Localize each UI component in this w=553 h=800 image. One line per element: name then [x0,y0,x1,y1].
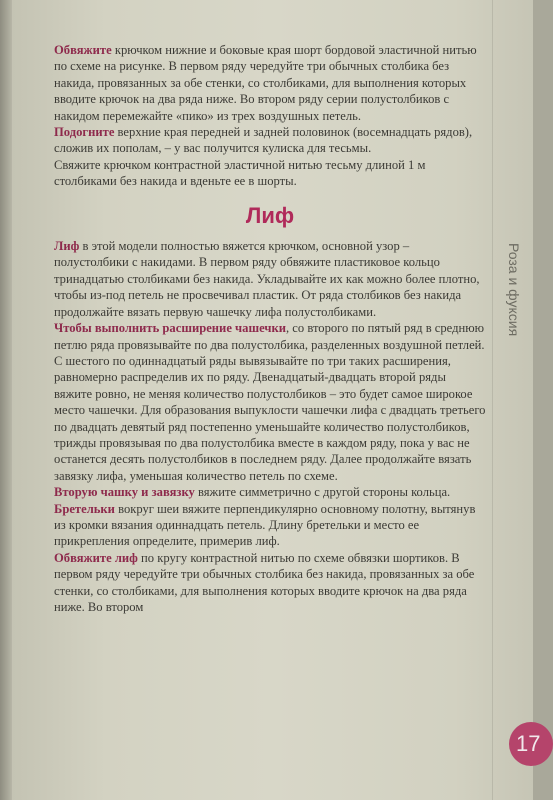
paragraph [54,42,486,124]
paragraph-text: верхние края передней и задней половинок (восемнадцать рядов), сложив их пополам, – у вас получится кулиска для тесьмы. [54,125,473,156]
paragraph [54,124,486,157]
paragraph-highlight: Лиф [54,239,80,254]
book-spine-shadow [0,0,12,800]
body-text-column [54,42,486,615]
paragraph-highlight: Вторую чашку и завязку [54,485,195,500]
paragraph-highlight: Чтобы выполнить расширение чашечки [54,321,286,336]
paragraph-text: вяжите симметрично с другой стороны кольца. [194,485,451,500]
paragraph-text: крючком нижние и боковые края шорт бордовой эластичной нитью по схеме на рисунке. В первом ряду чередуйте три обычных столбика без накида, провязанных за обе стенки, со столбиками, для выполнения которых вводите крючок на два ряда ниже. Во втором ряду серии полустолбиков с накидом перемежайте «пико» из трех воздушных петель. [54,43,477,123]
section-running-label: Роза и фуксия [506,243,522,337]
paragraph [54,320,486,484]
paragraph-highlight: Обвяжите лиф [54,550,138,565]
section-title: Лиф [245,202,295,228]
paragraph-text: , со второго по пятый ряд в среднюю петлю ряда провязывайте по два полустолбика, разделенных воздушной петлей. С шестого по одиннадцатый ряды вывязывайте по три таких расширения, равномерно распределив их по ряду. Двенадцатый-двадцать второй ряды вяжите ровно, не меняя количество полустолбиков – это будет самое широкое место чашечки. Для образования выпуклости чашечки лифа с двадцать третьего по двадцать девятый ряд постепенно уменьшайте количество полустолбиков, трижды провязывая по два полустолбика вместе в каждом ряду, пока у вас не останется десять полустолбиков в последнем ряду. Далее продолжайте вязать завязку лифа, уменьшая количество петель по схеме. [54,321,486,483]
paragraph-highlight: Подогните [54,125,115,140]
page-number-badge: 17 [509,722,553,766]
paragraph [54,238,486,320]
paragraph-text: Свяжите крючком контрастной эластичной нитью тесьму длиной 1 м столбиками без накида и вденьте ее в шорты. [54,157,426,189]
paragraph [54,501,486,550]
paragraph-text: в этой модели полностью вяжется крючком, основной узор – полустолбики с накидами. В первом ряду обвяжите пластиковое кольцо тринадцатью столбиками без накида. Укладывайте их как можно более плотно, чтобы из-под петель не просвечивал пластик. От ряда столбиков без накида продолжайте вязать первую чашечку лифа полустолбиками. [54,239,480,319]
paragraph-text: вокруг шеи вяжите перпендикулярно основному полотну, вытянув из кромки вязания одиннадцать петель. Длину бретельки и место ее прикрепления определите, примерив лиф. [54,501,476,549]
paragraph-highlight: Бретельки [54,501,115,516]
paragraph-highlight: Обвяжите [54,43,112,57]
paragraph-text: по кругу контрастной нитью по схеме обвязки шортиков. В первом ряду чередуйте три обычных столбика без накида, провязанных за обе стенки, со столбиками, для выполнения которых вводите крючок на два ряда ниже. Во втором [54,550,475,614]
margin-rule [492,0,493,800]
paragraph [54,550,486,616]
book-page [12,0,541,800]
paragraph [54,484,486,500]
paragraph [54,157,486,190]
